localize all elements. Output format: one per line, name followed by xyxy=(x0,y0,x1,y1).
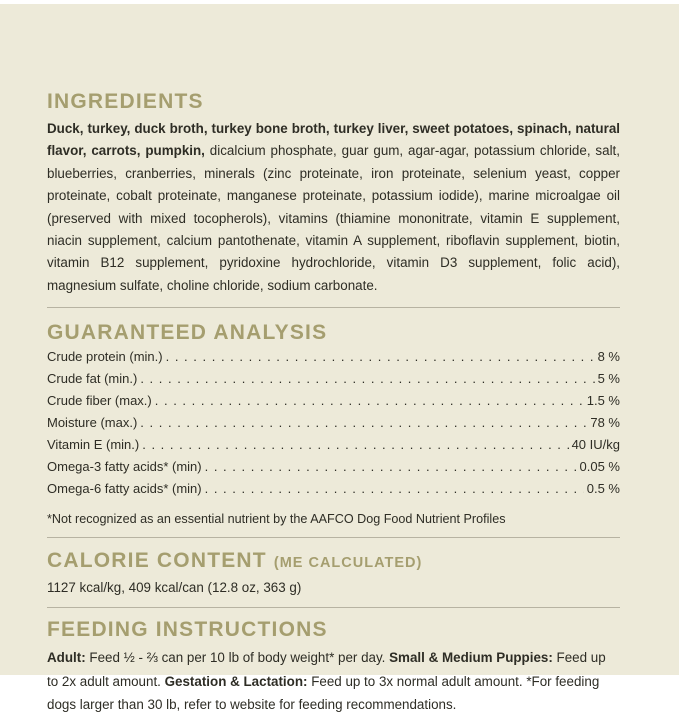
dot-leader xyxy=(155,393,584,408)
feeding-instructions-heading: FEEDING INSTRUCTIONS xyxy=(47,618,328,642)
calorie-content-heading xyxy=(47,549,620,575)
ingredients-paragraph xyxy=(47,118,620,297)
dot-leader xyxy=(142,437,568,452)
nutrient-label: Crude fat (min.) xyxy=(47,371,138,387)
section-divider xyxy=(47,537,620,538)
pet-food-label-panel xyxy=(0,4,679,713)
feeding-instructions-section xyxy=(47,618,620,717)
section-divider xyxy=(47,607,620,608)
calorie-values: 1127 kcal/kg, 409 kcal/can (12.8 oz, 363 g) xyxy=(47,580,302,596)
ingredients-secondary-list: dicalcium phosphate, guar gum, agar-agar, potassium chloride, salt, blueberries, cranberries, minerals (zinc proteinate, iron proteinate, selenium yeast, copper proteinate, cobalt proteinate, manganese proteinate, potassium iodide), marine microalgae oil (preserved with mixed tocopherols), vitamins (thiamine mononitrate, vitamin E supplement, niacin supplement, calcium pantothenate, vitamin A supplement, riboflavin supplement, biotin, vitamin B12 supplement, pyridoxine hydrochloride, vitamin D3 supplement, folic acid), magnesium sulfate, choline chloride, sodium carbonate. xyxy=(47,143,620,293)
nutrient-label: Vitamin E (min.) xyxy=(47,437,140,453)
feeding-puppies-text: Feed up to 2x adult amount. xyxy=(47,650,606,689)
nutrient-label: Omega-6 fatty acids* (min) xyxy=(47,481,202,497)
nutrient-value: 8 % xyxy=(597,349,620,365)
dot-leader xyxy=(205,481,584,496)
section-divider xyxy=(47,307,620,308)
ingredients-heading: INGREDIENTS xyxy=(47,90,204,113)
nutrient-value: 0.05 % xyxy=(579,459,620,475)
dot-leader xyxy=(205,459,577,474)
feeding-instructions-paragraph xyxy=(47,646,620,717)
calorie-content-section xyxy=(47,549,620,597)
guaranteed-analysis-table xyxy=(47,349,620,503)
guaranteed-analysis-heading: GUARANTEED ANALYSIS xyxy=(47,321,328,345)
nutrient-label: Moisture (max.) xyxy=(47,415,138,431)
table-row xyxy=(47,371,620,393)
nutrient-value: 5 % xyxy=(597,371,620,387)
feeding-gestation-label: Gestation & Lactation: xyxy=(164,673,308,689)
feeding-gestation-text: Feed up to 3x normal adult amount. *For feeding dogs larger than 30 lb, refer to website for feeding recommendations. xyxy=(47,673,600,713)
table-row xyxy=(47,459,620,481)
table-row xyxy=(47,393,620,415)
ingredients-primary-list: Duck, turkey, duck broth, turkey bone broth, turkey liver, sweet potatoes, spinach, natural flavor, carrots, pumpkin, xyxy=(47,121,620,159)
table-row xyxy=(47,415,620,437)
nutrient-value: 0.5 % xyxy=(586,481,620,497)
nutrient-value: 1.5 % xyxy=(586,393,620,409)
table-row xyxy=(47,481,620,503)
nutrient-value: 40 IU/kg xyxy=(571,437,620,453)
aafco-footnote: *Not recognized as an essential nutrient by the AAFCO Dog Food Nutrient Profiles xyxy=(47,512,506,527)
ingredients-section xyxy=(47,90,620,297)
nutrient-label: Crude fiber (max.) xyxy=(47,393,152,409)
table-row xyxy=(47,437,620,459)
guaranteed-analysis-section xyxy=(47,321,620,527)
feeding-puppies-label: Small & Medium Puppies: xyxy=(389,650,553,666)
label-content xyxy=(47,90,620,717)
dot-leader xyxy=(140,415,587,430)
dot-leader xyxy=(140,371,594,386)
nutrient-value: 78 % xyxy=(590,415,620,431)
feeding-adult-label: Adult: xyxy=(47,650,86,666)
calorie-heading-suffix: (ME CALCULATED) xyxy=(273,555,423,572)
calorie-heading-main: CALORIE CONTENT xyxy=(47,549,267,573)
nutrient-label: Crude protein (min.) xyxy=(47,349,163,365)
feeding-adult-text: Feed ½ - ⅔ can per 10 lb of body weight* per day. xyxy=(85,650,390,666)
nutrient-label: Omega-3 fatty acids* (min) xyxy=(47,459,202,475)
table-row xyxy=(47,349,620,371)
dot-leader xyxy=(166,349,595,364)
